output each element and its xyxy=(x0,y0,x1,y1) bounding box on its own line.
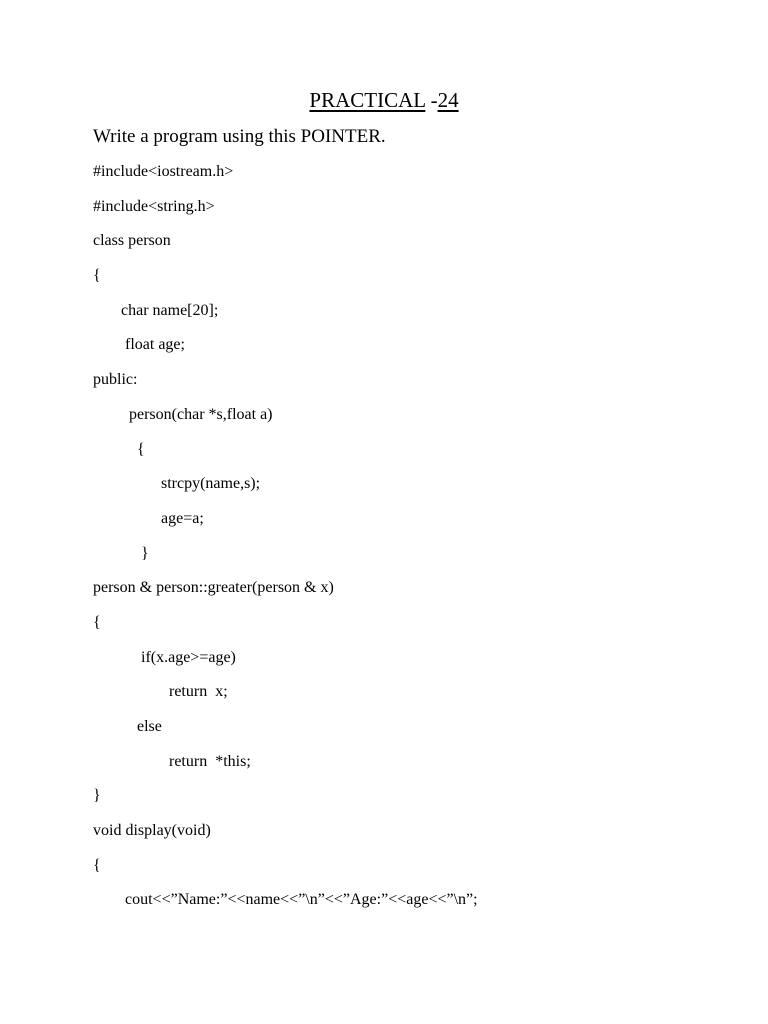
code-line: if(x.age>=age) xyxy=(93,648,236,666)
title-word: PRACTICAL xyxy=(309,88,426,112)
code-line: { xyxy=(93,613,101,631)
code-line: cout<<”Name:”<<name<<”\n”<<”Age:”<<age<<”\n”; xyxy=(93,891,478,909)
code-line: age=a; xyxy=(93,509,204,527)
code-line: } xyxy=(93,787,101,805)
code-line: strcpy(name,s); xyxy=(93,475,261,493)
code-line: { xyxy=(93,440,145,458)
code-line: { xyxy=(93,856,101,874)
code-line: public: xyxy=(93,371,138,389)
title-number: 24 xyxy=(437,88,459,112)
code-line: #include<string.h> xyxy=(93,197,215,215)
code-line: return *this; xyxy=(93,752,251,770)
code-line: person(char *s,float a) xyxy=(93,405,273,423)
code-line: void display(void) xyxy=(93,822,211,840)
code-line: class person xyxy=(93,232,171,250)
code-line: else xyxy=(93,718,162,735)
code-listing xyxy=(93,157,478,920)
code-line: #include<iostream.h> xyxy=(93,163,234,180)
intro-text: Write a program using this POINTER. xyxy=(93,126,386,147)
code-line: float age; xyxy=(93,336,185,354)
code-line: char name[20]; xyxy=(93,301,219,319)
title-separator: - xyxy=(425,88,438,112)
document-title xyxy=(0,86,768,114)
code-line: person & person::greater(person & x) xyxy=(93,579,334,597)
code-line: { xyxy=(93,267,101,285)
code-line: } xyxy=(93,544,149,562)
code-line: return x; xyxy=(93,683,228,701)
